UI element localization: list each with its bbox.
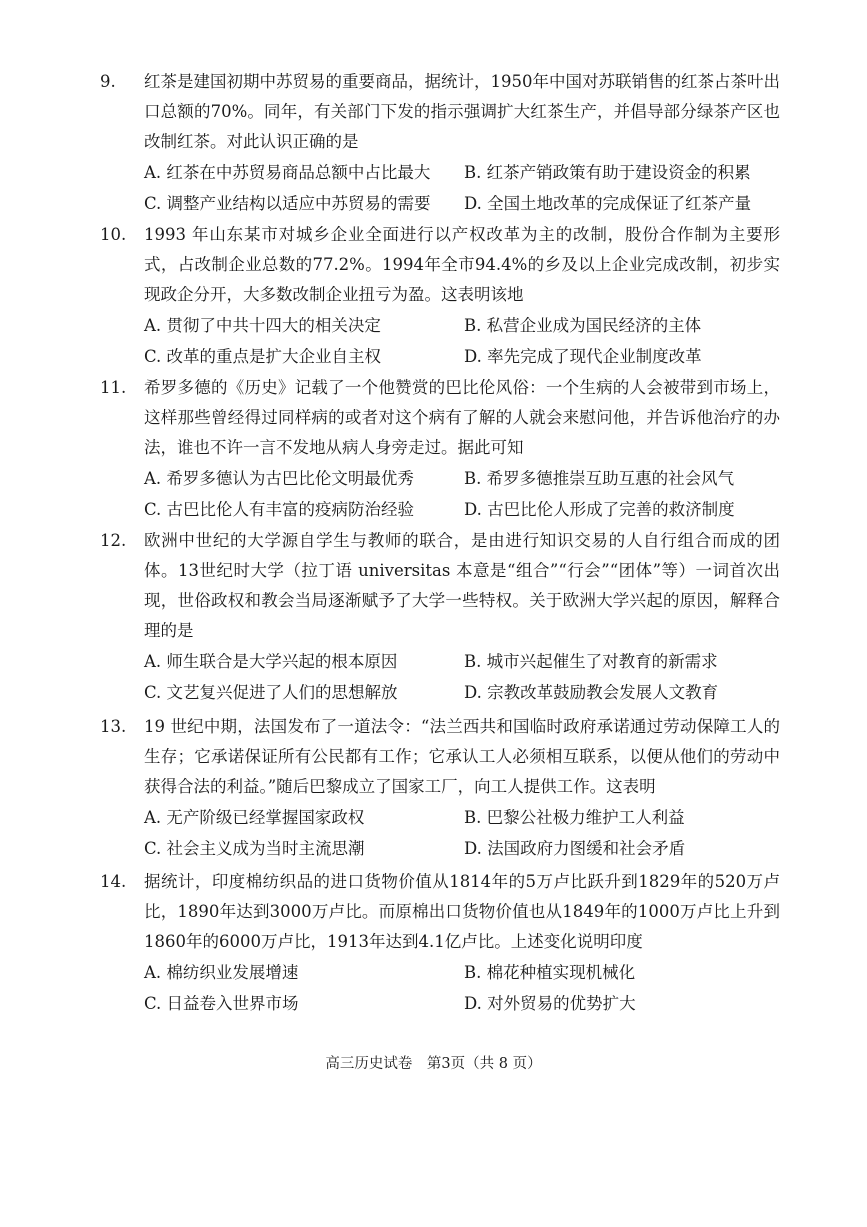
- option-a: A. 无产阶级已经掌握国家政权: [144, 808, 365, 827]
- option-d: D. 法国政府力图缓和社会矛盾: [464, 839, 686, 858]
- option-c: C. 日益卷入世界市场: [144, 994, 299, 1013]
- question-stem: 据统计，印度棉纺织品的进口货物价值从1814年的5万卢比跃升到1829年的520万卢比，1890年达到3000万卢比。而原棉出口货物价值也从1849年的1000万卢比上升到1860年的6000万卢比，1913年达到4.1亿卢比。上述变化说明印度: [144, 872, 780, 951]
- option-a: A. 贯彻了中共十四大的相关决定: [144, 316, 381, 335]
- question-stem: 1993 年山东某市对城乡企业全面进行以产权改革为主的改制，股份合作制为主要形式，占改制企业总数的77.2%。1994年全市94.4%的乡及以上企业完成改制，初步实现政企分开，大多数改制企业扭亏为盈。这表明该地: [144, 225, 780, 304]
- question-12: [100, 526, 780, 708]
- question-10: [100, 220, 780, 372]
- options-grid: [144, 310, 780, 372]
- option-c: C. 社会主义成为当时主流思潮: [144, 839, 365, 858]
- question-number: 9.: [100, 72, 116, 91]
- question-13: [100, 712, 780, 864]
- options-grid: [144, 157, 780, 219]
- page-footer: 高三历史试卷 第3页（共 8 页）: [325, 1056, 542, 1072]
- question-number: 14.: [100, 872, 127, 891]
- option-a: A. 棉纺织业发展增速: [144, 963, 299, 982]
- question-14: [100, 867, 780, 1019]
- option-a: A. 希罗多德认为古巴比伦文明最优秀: [144, 469, 414, 488]
- options-grid: [144, 463, 780, 525]
- option-d: D. 宗教改革鼓励教会发展人文教育: [464, 683, 719, 702]
- options-grid: [144, 957, 780, 1019]
- option-a: A. 师生联合是大学兴起的根本原因: [144, 652, 398, 671]
- options-grid: [144, 802, 780, 864]
- question-stem: 19 世纪中期，法国发布了一道法令：“法兰西共和国临时政府承诺通过劳动保障工人的生存；它承诺保证所有公民都有工作；它承认工人必须相互联系，以便从他们的劳动中获得合法的利益。”随后巴黎成立了国家工厂，向工人提供工作。这表明: [144, 717, 780, 796]
- option-c: C. 改革的重点是扩大企业自主权: [144, 347, 382, 366]
- options-grid: [144, 646, 780, 708]
- option-d: D. 对外贸易的优势扩大: [464, 994, 636, 1013]
- question-stem: 希罗多德的《历史》记载了一个他赞赏的巴比伦风俗：一个生病的人会被带到市场上，这样那些曾经得过同样病的或者对这个病有了解的人就会来慰问他，并告诉他治疗的办法，谁也不许一言不发地从病人身旁走过。据此可知: [144, 378, 780, 457]
- option-d: D. 率先完成了现代企业制度改革: [464, 347, 702, 366]
- question-stem: 红茶是建国初期中苏贸易的重要商品，据统计，1950年中国对苏联销售的红茶占茶叶出口总额的70%。同年，有关部门下发的指示强调扩大红茶生产，并倡导部分绿茶产区也改制红茶。对此认识正确的是: [144, 72, 780, 151]
- option-c: C. 古巴比伦人有丰富的疫病防治经验: [144, 500, 415, 519]
- option-b: B. 红茶产销政策有助于建设资金的积累: [464, 163, 751, 182]
- option-d: D. 全国土地改革的完成保证了红茶产量: [464, 194, 752, 213]
- question-number: 10.: [100, 225, 127, 244]
- option-c: C. 文艺复兴促进了人们的思想解放: [144, 683, 398, 702]
- question-number: 11.: [100, 378, 127, 397]
- question-number: 12.: [100, 531, 127, 550]
- option-b: B. 城市兴起催生了对教育的新需求: [464, 652, 718, 671]
- option-b: B. 私营企业成为国民经济的主体: [464, 316, 702, 335]
- option-c: C. 调整产业结构以适应中苏贸易的需要: [144, 194, 431, 213]
- question-number: 13.: [100, 717, 127, 736]
- option-a: A. 红茶在中苏贸易商品总额中占比最大: [144, 163, 431, 182]
- option-d: D. 古巴比伦人形成了完善的救济制度: [464, 500, 735, 519]
- question-11: [100, 373, 780, 525]
- question-9: [100, 67, 780, 219]
- option-b: B. 棉花种植实现机械化: [464, 963, 636, 982]
- option-b: B. 巴黎公社极力维护工人利益: [464, 808, 685, 827]
- option-b: B. 希罗多德推崇互助互惠的社会风气: [464, 469, 735, 488]
- question-stem: 欧洲中世纪的大学源自学生与教师的联合，是由进行知识交易的人自行组合而成的团体。13世纪时大学（拉丁语 universitas 本意是“组合”“行会”“团体”等）一词首次出现，世俗政权和教会当局逐渐赋予了大学一些特权。关于欧洲大学兴起的原因，解释合理的是: [144, 531, 780, 640]
